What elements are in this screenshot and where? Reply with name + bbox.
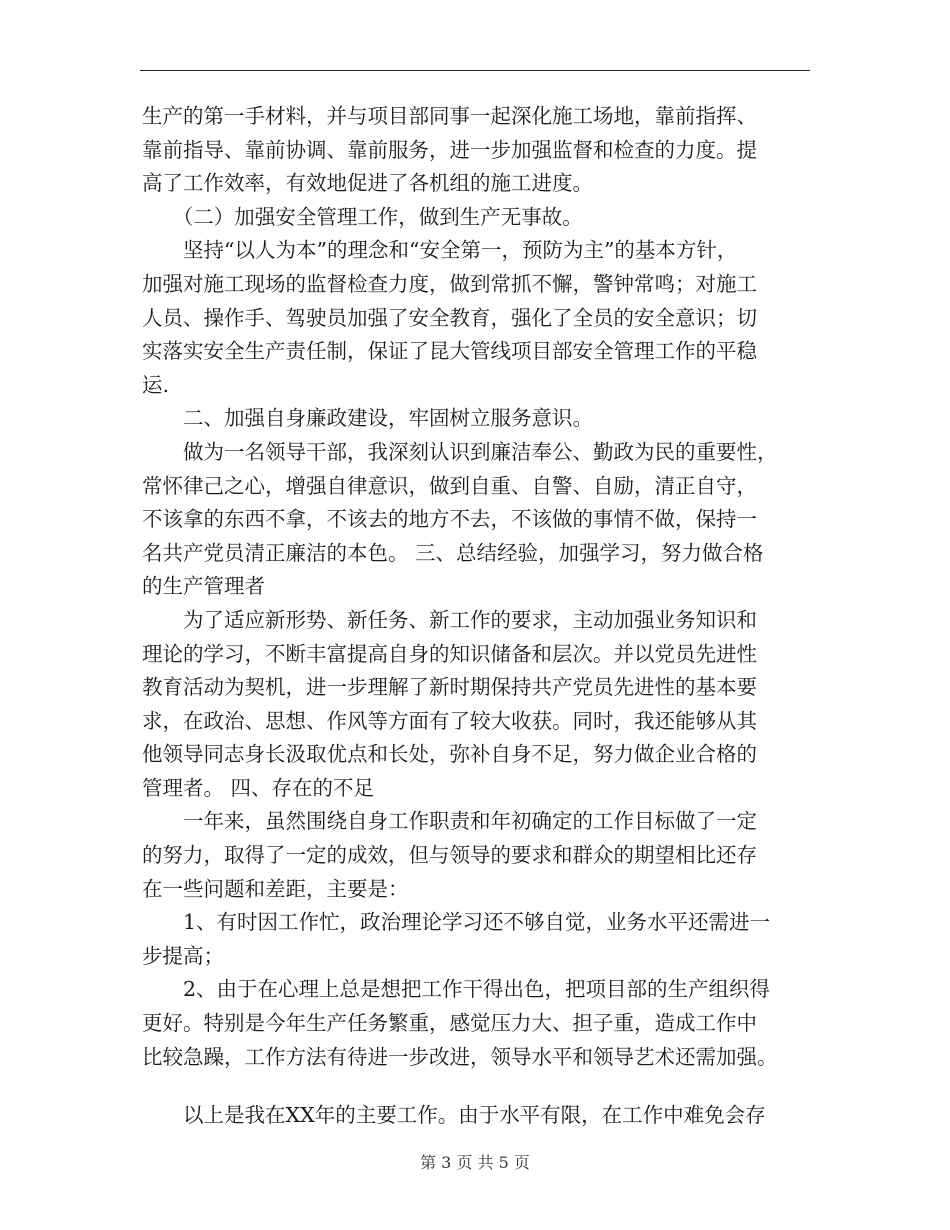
- text-line: 理论的学习，不断丰富提高自身的知识储备和层次。并以党员先进性: [142, 641, 757, 666]
- text-line: 实落实安全生产责任制，保证了昆大管线项目部安全管理工作的平稳: [142, 339, 757, 364]
- text-line: 管理者。 四、存在的不足: [142, 775, 375, 800]
- text-line: 加强对施工现场的监督检查力度，做到常抓不懈，警钟常鸣；对施工: [142, 271, 757, 296]
- text-line: 的努力，取得了一定的成效，但与领导的要求和群众的期望相比还存: [142, 843, 757, 868]
- document-body: [142, 100, 810, 1133]
- text-line: 比较急躁，工作方法有待进一步改进，领导水平和领导艺术还需加强。: [142, 1044, 778, 1069]
- text-line: 靠前指导、靠前协调、靠前服务，进一步加强监督和检查的力度。提: [142, 137, 757, 162]
- text-line: （二）加强安全管理工作，做到生产无事故。: [142, 204, 583, 229]
- text-line: 运.: [142, 372, 170, 397]
- text-line: 人员、操作手、驾驶员加强了安全教育，强化了全员的安全意识；切: [142, 305, 757, 330]
- text-line: 做为一名领导干部，我深刻认识到廉洁奉公、勤政为民的重要性，: [142, 439, 778, 464]
- text-line: 生产的第一手材料，并与项目部同事一起深化施工场地，靠前指挥、: [142, 104, 757, 128]
- text-line: 高了工作效率，有效地促进了各机组的施工进度。: [142, 171, 593, 196]
- text-line: 二、加强自身廉政建设，牢固树立服务意识。: [142, 406, 593, 431]
- header-rule: [140, 70, 810, 71]
- text-line: 更好。特别是今年生产任务繁重，感觉压力大、担子重，造成工作中: [142, 1011, 757, 1036]
- text-line: 教育活动为契机，进一步理解了新时期保持共产党员先进性的基本要: [142, 675, 757, 700]
- page-footer: 第 3 页 共 5 页: [420, 1153, 530, 1172]
- text-line: 名共产党员清正廉洁的本色。 三、总结经验，加强学习，努力做合格: [142, 540, 764, 565]
- text-line: 求，在政治、思想、作风等方面有了较大收获。同时，我还能够从其: [142, 708, 757, 733]
- text-line: 一年来，虽然围绕自身工作职责和年初确定的工作目标做了一定: [142, 809, 757, 834]
- text-line: 不该拿的东西不拿，不该去的地方不去，不该做的事情不做，保持一: [142, 507, 757, 532]
- text-line: 坚持“以人为本”的理念和“安全第一，预防为主”的基本方针，: [142, 238, 738, 263]
- text-line: 的生产管理者: [142, 574, 265, 599]
- text-line: 常怀律己之心，增强自律意识，做到自重、自警、自励，清正自守，: [142, 473, 757, 498]
- text-line: 以上是我在XX年的主要工作。由于水平有限，在工作中难免会存: [142, 1103, 766, 1128]
- text-line: 步提高；: [142, 943, 224, 968]
- text-line: [142, 1074, 810, 1099]
- text-line: 1、有时因工作忙，政治理论学习还不够自觉，业务水平还需进一: [142, 910, 771, 935]
- text-line: 他领导同志身长汲取优点和长处，弥补自身不足，努力做企业合格的: [142, 742, 757, 767]
- text-line: 在一些问题和差距，主要是：: [142, 876, 409, 901]
- text-line: 为了适应新形势、新任务、新工作的要求，主动加强业务知识和: [142, 607, 757, 632]
- text-line: 2、由于在心理上总是想把工作干得出色，把项目部的生产组织得: [142, 977, 771, 1002]
